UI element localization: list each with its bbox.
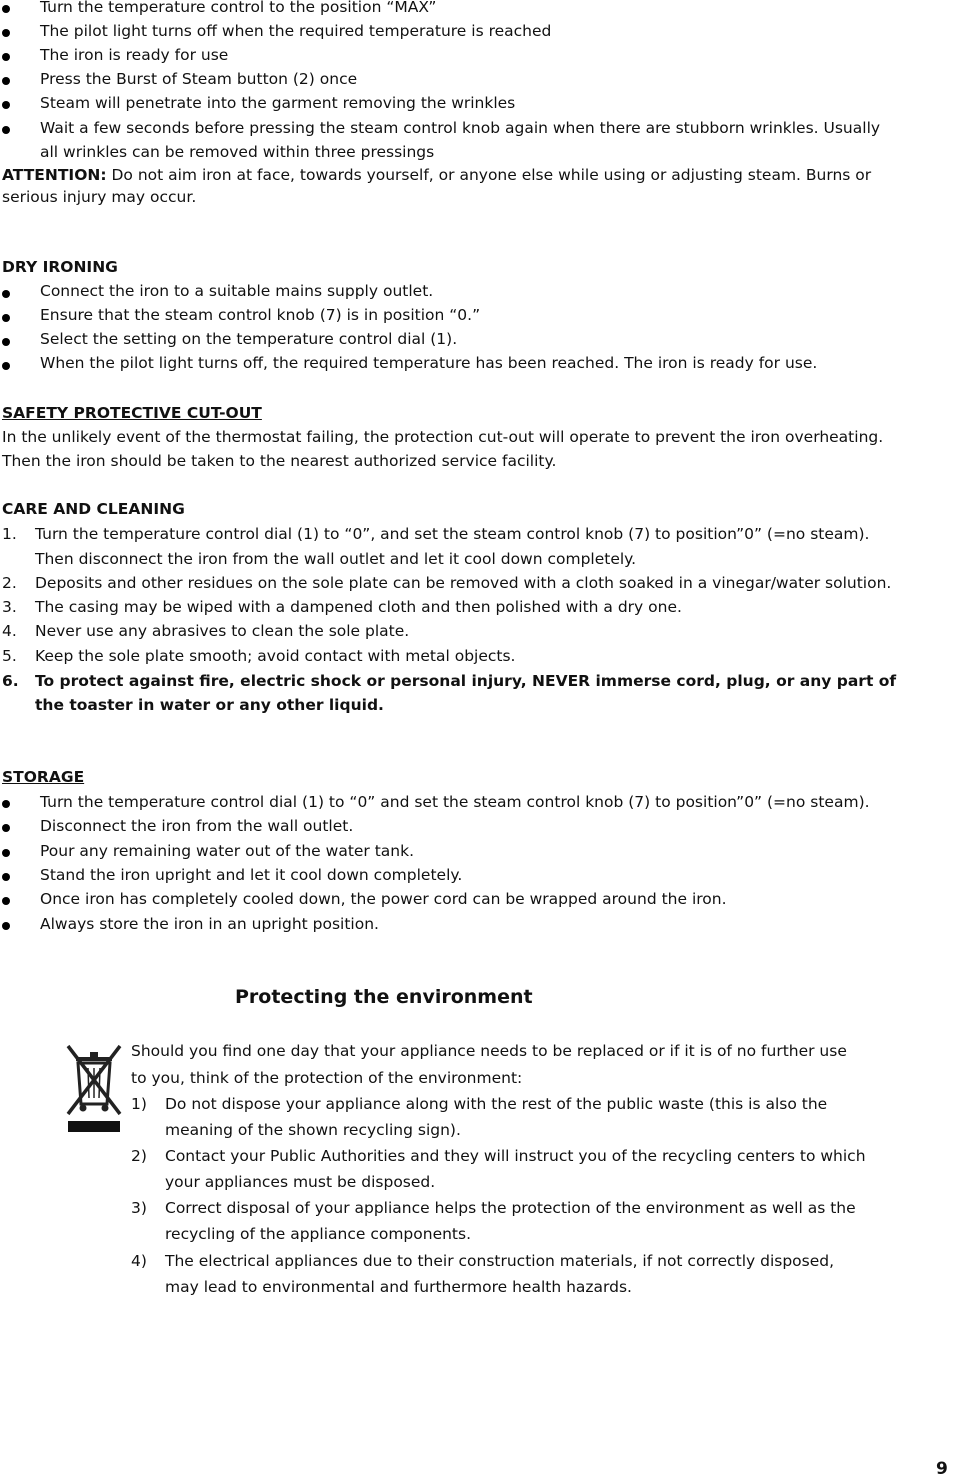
list-item: When the pilot light turns off, the required temperature has been reached. The iron is ready for use. (40, 354, 818, 372)
bullet-icon (2, 290, 10, 298)
list-item: Stand the iron upright and let it cool down completely. (40, 866, 463, 884)
bullet-icon (2, 314, 10, 322)
list-number: 4. (2, 622, 17, 640)
attention-line (2, 166, 871, 184)
bullet-icon (2, 873, 10, 881)
list-item: Contact your Public Authorities and they will instruct you of the recycling centers to which (165, 1147, 866, 1165)
list-item: Steam will penetrate into the garment removing the wrinkles (40, 94, 516, 112)
list-number: 3) (131, 1199, 147, 1217)
list-number: 6. (2, 672, 19, 690)
list-item-continuation: meaning of the shown recycling sign). (165, 1121, 461, 1139)
list-item: Connect the iron to a suitable mains supply outlet. (40, 282, 434, 300)
attention-line-2: serious injury may occur. (2, 188, 197, 206)
environment-intro-1: Should you find one day that your appliance needs to be replaced or if it is of no further use (131, 1042, 847, 1060)
list-number: 1) (131, 1095, 147, 1113)
list-number: 3. (2, 598, 17, 616)
list-item: Deposits and other residues on the sole plate can be removed with a cloth soaked in a vinegar/water solution. (35, 574, 892, 592)
bullet-icon (2, 101, 10, 109)
list-number: 2. (2, 574, 17, 592)
list-item: Turn the temperature control dial (1) to “0”, and set the steam control knob (7) to position”0” (=no steam). (35, 525, 870, 543)
bullet-icon (2, 824, 10, 832)
list-item-continuation: your appliances must be disposed. (165, 1173, 436, 1191)
list-item-continuation: all wrinkles can be removed within three pressings (40, 143, 435, 161)
list-number: 4) (131, 1252, 147, 1270)
section-heading-care: CARE AND CLEANING (2, 500, 185, 518)
section-heading-dry-ironing: DRY IRONING (2, 258, 118, 276)
bullet-icon (2, 897, 10, 905)
list-item: Disconnect the iron from the wall outlet. (40, 817, 354, 835)
list-item-continuation: recycling of the appliance components. (165, 1225, 472, 1243)
bullet-icon (2, 29, 10, 37)
bullet-icon (2, 800, 10, 808)
bullet-icon (2, 53, 10, 61)
bullet-icon (2, 849, 10, 857)
list-item: The casing may be wiped with a dampened cloth and then polished with a dry one. (35, 598, 682, 616)
bullet-icon (2, 126, 10, 134)
list-item: Do not dispose your appliance along with the rest of the public waste (this is also the (165, 1095, 828, 1113)
list-item: The iron is ready for use (40, 46, 229, 64)
bullet-icon (2, 5, 10, 13)
bullet-icon (2, 77, 10, 85)
list-item: Turn the temperature control to the position “MAX” (40, 0, 437, 16)
list-item: Ensure that the steam control knob (7) is in position “0.” (40, 306, 481, 324)
list-number: 2) (131, 1147, 147, 1165)
attention-label: ATTENTION: (2, 166, 107, 184)
list-item: Correct disposal of your appliance helps the protection of the environment as well as the (165, 1199, 856, 1217)
environment-intro-2: to you, think of the protection of the environment: (131, 1069, 523, 1087)
list-item-warning: To protect against fire, electric shock or personal injury, NEVER immerse cord, plug, or any part of (35, 672, 897, 690)
list-number: 1. (2, 525, 17, 543)
bullet-icon (2, 338, 10, 346)
safety-text-2: Then the iron should be taken to the nearest authorized service facility. (2, 452, 557, 470)
section-heading-storage: STORAGE (2, 768, 85, 786)
list-item: The pilot light turns off when the required temperature is reached (40, 22, 552, 40)
bullet-icon (2, 362, 10, 370)
page-number: 9 (936, 1459, 948, 1479)
environment-heading: Protecting the environment (235, 986, 533, 1008)
list-item-continuation: the toaster in water or any other liquid. (35, 696, 384, 714)
section-heading-safety: SAFETY PROTECTIVE CUT-OUT (2, 404, 262, 422)
list-item: Keep the sole plate smooth; avoid contact with metal objects. (35, 647, 516, 665)
safety-text-1: In the unlikely event of the thermostat failing, the protection cut-out will operate to prevent the iron overheating. (2, 428, 884, 446)
crossed-out-wheelie-bin-icon (62, 1040, 126, 1136)
bullet-icon (2, 922, 10, 930)
list-item: Press the Burst of Steam button (2) once (40, 70, 358, 88)
list-item: Wait a few seconds before pressing the steam control knob again when there are stubborn wrinkles. Usually (40, 119, 881, 137)
list-item: Always store the iron in an upright position. (40, 915, 379, 933)
list-item: Once iron has completely cooled down, the power cord can be wrapped around the iron. (40, 890, 727, 908)
list-item: Select the setting on the temperature control dial (1). (40, 330, 458, 348)
list-item: The electrical appliances due to their construction materials, if not correctly disposed, (165, 1252, 835, 1270)
list-item: Never use any abrasives to clean the sole plate. (35, 622, 410, 640)
attention-text: Do not aim iron at face, towards yourself, or anyone else while using or adjusting steam. Burns or (106, 166, 872, 184)
list-item-continuation: Then disconnect the iron from the wall outlet and let it cool down completely. (35, 550, 637, 568)
list-item: Turn the temperature control dial (1) to “0” and set the steam control knob (7) to position”0” (=no steam). (40, 793, 870, 811)
list-number: 5. (2, 647, 17, 665)
list-item: Pour any remaining water out of the water tank. (40, 842, 415, 860)
list-item-continuation: may lead to environmental and furthermore health hazards. (165, 1278, 632, 1296)
